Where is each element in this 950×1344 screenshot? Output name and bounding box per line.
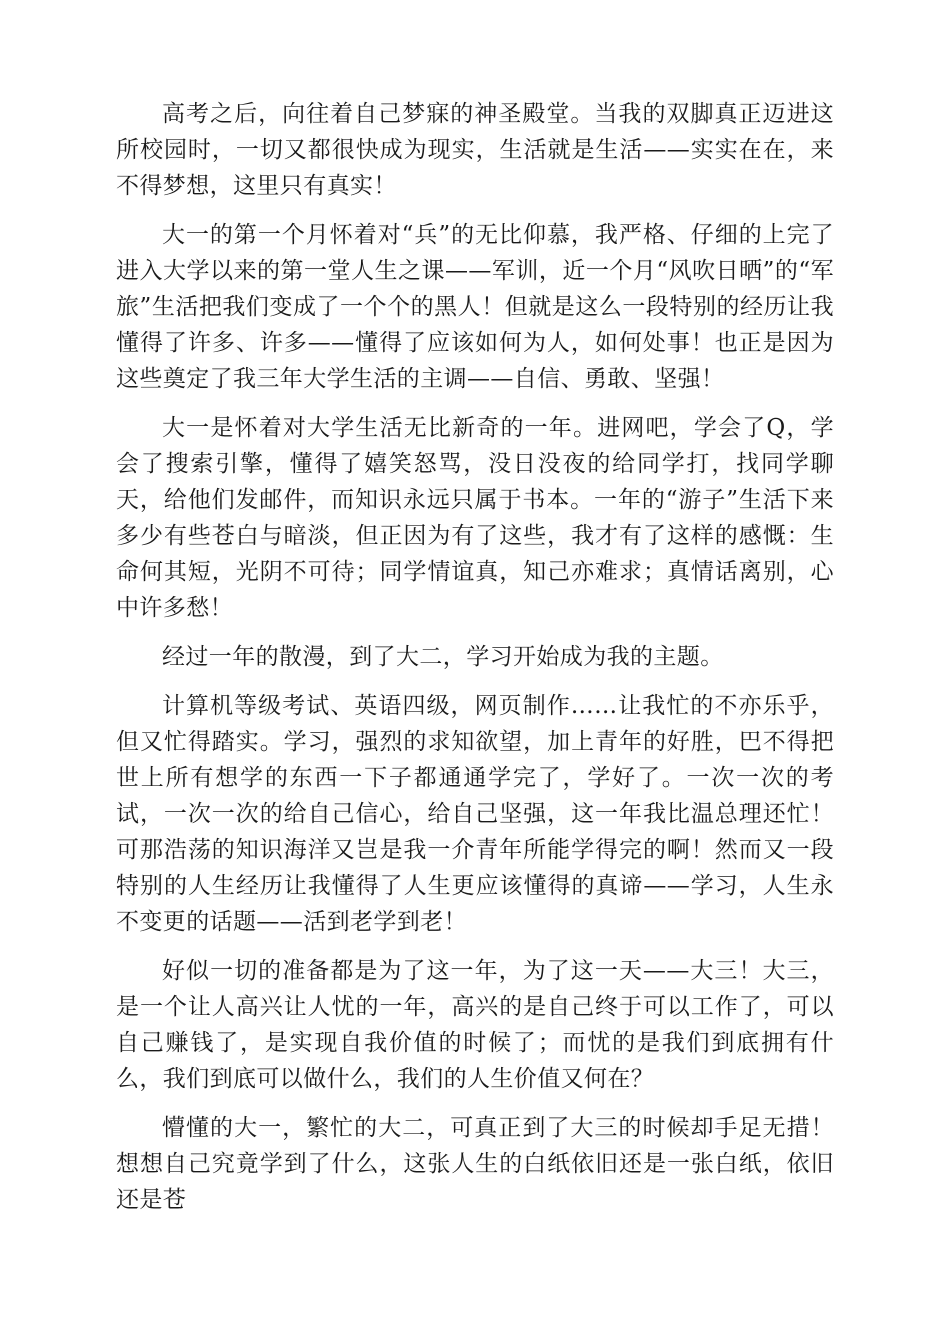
paragraph-3: 大一是怀着对大学生活无比新奇的一年。进网吧，学会了Q，学会了搜索引擎，懂得了嬉笑怒骂，没日没夜的给同学打，找同学聊天，给他们发邮件，而知识永远只属于书本。一年的“游子”生活下来多少有些苍白与暗淡，但正因为有了这些，我才有了这样的感慨：生命何其短，光阴不可待；同学情谊真，知己亦难求；真情话离别，心中许多愁！ bbox=[116, 415, 834, 621]
paragraph-4: 经过一年的散漫，到了大二，学习开始成为我的主题。 bbox=[162, 644, 724, 670]
paragraph-7: 懵懂的大一，繁忙的大二，可真正到了大三的时候却手足无措！想想自己究竟学到了什么，这张人生的白纸依旧还是一张白纸，依旧还是苍 bbox=[116, 1115, 834, 1213]
paragraph-2: 大一的第一个月怀着对“兵”的无比仰慕，我严格、仔细的上完了进入大学以来的第一堂人生之课——军训，近一个月“风吹日晒”的“军旅”生活把我们变成了一个个的黑人！但就是这么一段特别的经历让我懂得了许多、许多——懂得了应该如何为人，如何处事！也正是因为这些奠定了我三年大学生活的主调——自信、勇敢、坚强！ bbox=[116, 222, 834, 392]
document-body bbox=[116, 96, 834, 1231]
paragraph-5: 计算机等级考试、英语四级，网页制作……让我忙的不亦乐乎，但又忙得踏实。学习，强烈的求知欲望，加上青年的好胜，巴不得把世上所有想学的东西一下子都通通学完了，学好了。一次一次的考试，一次一次的给自己信心，给自己坚强，这一年我比温总理还忙！可那浩荡的知识海洋又岂是我一介青年所能学得完的啊！然而又一段特别的人生经历让我懂得了人生更应该懂得的真谛——学习，人生永不变更的话题——活到老学到老！ bbox=[116, 693, 834, 935]
paragraph-1: 高考之后，向往着自己梦寐的神圣殿堂。当我的双脚真正迈进这所校园时，一切又都很快成为现实，生活就是生活——实实在在，来不得梦想，这里只有真实！ bbox=[116, 101, 834, 199]
paragraph-6: 好似一切的准备都是为了这一年，为了这一天——大三！大三，是一个让人高兴让人忧的一年，高兴的是自己终于可以工作了，可以自己赚钱了，是实现自我价值的时候了；而忧的是我们到底拥有什么，我们到底可以做什么，我们的人生价值又何在？ bbox=[116, 958, 834, 1092]
